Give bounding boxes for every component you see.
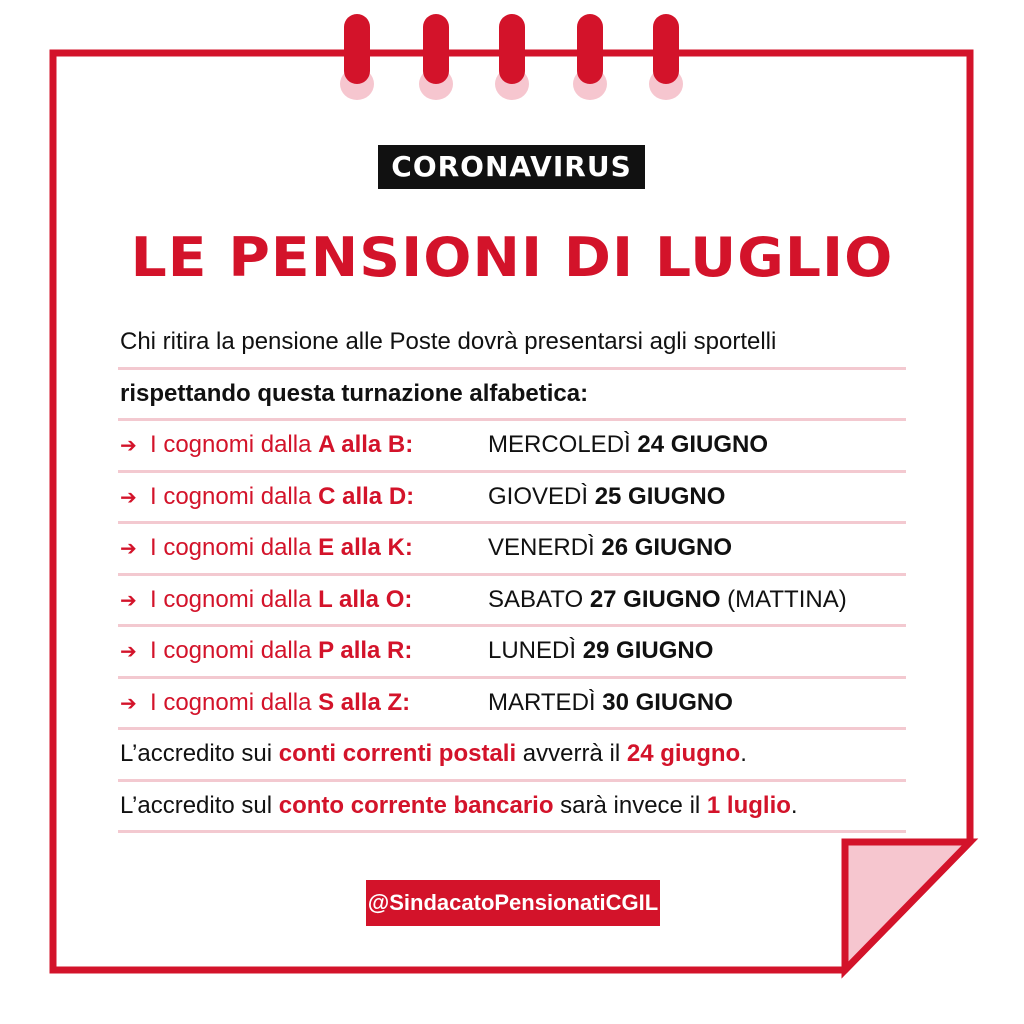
category-tag: CORONAVIRUS [378,145,645,189]
schedule-row [118,576,906,628]
collection-date: LUNEDÌ 29 GIUGNO [488,637,714,664]
right-arrow-icon: ➔ [120,433,137,457]
bank-credit-note [118,782,906,834]
page-title: LE PENSIONI DI LUGLIO [130,226,894,289]
intro-line [118,370,906,422]
surname-range: I cognomi dalla S alla Z: [150,688,411,716]
binder-ring [419,14,453,100]
postal-credit-note [118,730,906,782]
collection-date: VENERDÌ 26 GIUGNO [488,534,733,561]
intro-text: rispettando questa turnazione alfabetica: [120,379,589,407]
surname-range: I cognomi dalla E alla K: [150,534,413,561]
social-handle: @SindacatoPensionatiCGIL [366,880,660,926]
collection-date: GIOVEDÌ 25 GIUGNO [488,482,726,510]
schedule-row [118,421,906,473]
collection-date: MERCOLEDÌ 24 GIUGNO [488,431,769,458]
binder-ring [340,14,374,100]
surname-range: I cognomi dalla A alla B: [150,431,414,458]
schedule-row [118,473,906,525]
page-fold [845,842,970,970]
surname-range: I cognomi dalla L alla O: [150,585,413,613]
schedule-list [118,318,906,833]
surname-range: I cognomi dalla C alla D: [150,482,415,510]
right-arrow-icon: ➔ [120,536,137,560]
schedule-row [118,627,906,679]
bank-credit-text: L’accredito sul conto corrente bancario sarà invece il 1 luglio. [120,791,798,819]
right-arrow-icon: ➔ [120,484,137,509]
right-arrow-icon: ➔ [120,690,137,715]
binder-ring [495,14,529,100]
right-arrow-icon: ➔ [120,587,137,612]
intro-text: Chi ritira la pensione alle Poste dovrà presentarsi agli sportelli [120,328,777,355]
collection-date: MARTEDÌ 30 GIUGNO [488,688,733,716]
postal-credit-text: L’accredito sui conti correnti postali avverrà il 24 giugno. [120,740,747,767]
binder-ring [649,14,683,100]
intro-line [118,318,906,370]
binder-ring [573,14,607,100]
schedule-row [118,524,906,576]
collection-date: SABATO 27 GIUGNO (MATTINA) [488,585,847,613]
right-arrow-icon: ➔ [120,639,137,663]
surname-range: I cognomi dalla P alla R: [150,637,413,664]
schedule-row [118,679,906,731]
